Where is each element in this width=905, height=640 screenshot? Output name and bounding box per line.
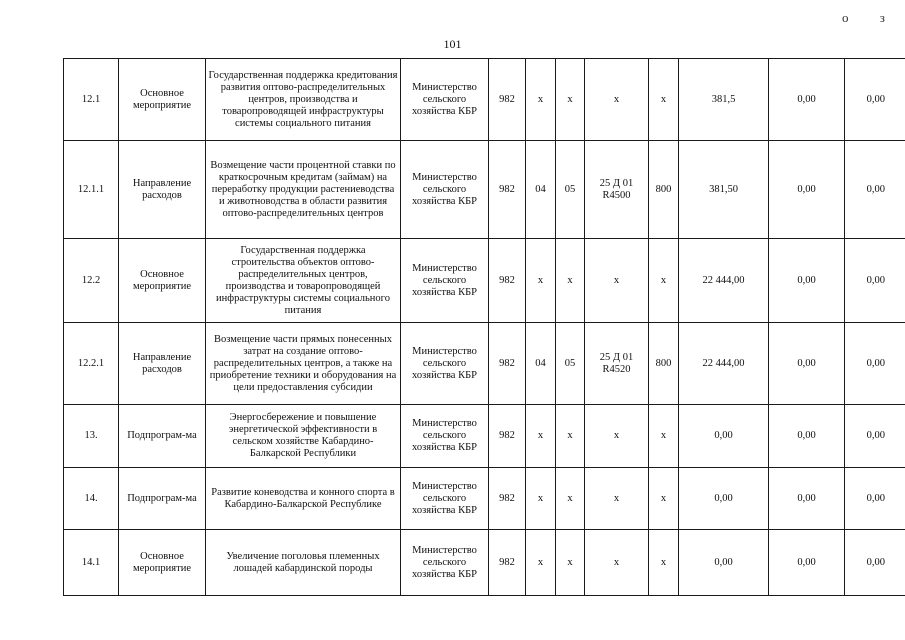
row-value-1: 22 444,00 [679, 323, 769, 405]
row-vr: x [649, 530, 679, 596]
row-value-3: 0,00 [845, 468, 905, 530]
row-executor: Министерство сельского хозяйства КБР [401, 59, 489, 141]
row-description: Государственная поддержка строительства объектов оптово-распределительных центров, производства и товаропроводящей инфраструктуры системы социального питания [206, 239, 401, 323]
row-number: 12.2 [64, 239, 119, 323]
row-vr: x [649, 59, 679, 141]
row-executor: Министерство сельского хозяйства КБР [401, 405, 489, 468]
row-grbs: 982 [489, 141, 526, 239]
table-row [64, 405, 905, 468]
row-rz: x [526, 468, 556, 530]
row-number: 12.2.1 [64, 323, 119, 405]
row-description: Увеличение поголовья племенных лошадей кабардинской породы [206, 530, 401, 596]
row-type: Основное мероприятие [119, 59, 206, 141]
row-pr: x [556, 239, 585, 323]
row-value-2: 0,00 [769, 141, 845, 239]
row-grbs: 982 [489, 468, 526, 530]
row-executor: Министерство сельского хозяйства КБР [401, 468, 489, 530]
row-grbs: 982 [489, 323, 526, 405]
row-value-1: 381,50 [679, 141, 769, 239]
budget-table [63, 58, 905, 596]
row-value-2: 0,00 [769, 530, 845, 596]
row-rz: 04 [526, 141, 556, 239]
row-value-1: 0,00 [679, 468, 769, 530]
row-grbs: 982 [489, 530, 526, 596]
row-csr: x [585, 530, 649, 596]
row-value-2: 0,00 [769, 468, 845, 530]
row-number: 12.1 [64, 59, 119, 141]
row-csr: x [585, 405, 649, 468]
row-rz: x [526, 59, 556, 141]
row-vr: 800 [649, 141, 679, 239]
row-value-2: 0,00 [769, 323, 845, 405]
row-pr: 05 [556, 323, 585, 405]
row-value-3: 0,00 [845, 323, 905, 405]
row-pr: 05 [556, 141, 585, 239]
row-value-1: 0,00 [679, 405, 769, 468]
row-executor: Министерство сельского хозяйства КБР [401, 141, 489, 239]
row-type: Подпрограм-ма [119, 405, 206, 468]
row-number: 13. [64, 405, 119, 468]
row-vr: 800 [649, 323, 679, 405]
row-rz: 04 [526, 323, 556, 405]
row-value-1: 0,00 [679, 530, 769, 596]
row-value-2: 0,00 [769, 239, 845, 323]
table-row [64, 530, 905, 596]
row-executor: Министерство сельского хозяйства КБР [401, 323, 489, 405]
row-type: Направление расходов [119, 323, 206, 405]
row-value-3: 0,00 [845, 530, 905, 596]
row-grbs: 982 [489, 59, 526, 141]
table-row [64, 239, 905, 323]
row-csr: x [585, 59, 649, 141]
row-value-3: 0,00 [845, 59, 905, 141]
row-pr: x [556, 530, 585, 596]
row-value-3: 0,00 [845, 405, 905, 468]
row-csr: x [585, 468, 649, 530]
page-number: 101 [443, 37, 462, 51]
row-value-1: 22 444,00 [679, 239, 769, 323]
row-value-1: 381,5 [679, 59, 769, 141]
row-description: Развитие коневодства и конного спорта в Кабардино-Балкарской Республике [206, 468, 401, 530]
row-csr: 25 Д 01 R4520 [585, 323, 649, 405]
row-vr: x [649, 239, 679, 323]
row-value-2: 0,00 [769, 405, 845, 468]
table-row [64, 468, 905, 530]
row-description: Возмещение части прямых понесенных затрат на создание оптово-распределительных центров, а также на приобретение техники и оборудования на цели предоставления субсидии [206, 323, 401, 405]
row-type: Направление расходов [119, 141, 206, 239]
row-value-2: 0,00 [769, 59, 845, 141]
row-number: 12.1.1 [64, 141, 119, 239]
row-description: Государственная поддержка кредитования развития оптово-распределительных центров, производства и товаропроводящей инфраструктуры системы социального питания [206, 59, 401, 141]
row-vr: x [649, 405, 679, 468]
row-csr: x [585, 239, 649, 323]
row-value-3: 0,00 [845, 239, 905, 323]
row-type: Подпрограм-ма [119, 468, 206, 530]
row-grbs: 982 [489, 239, 526, 323]
row-rz: x [526, 239, 556, 323]
table-row [64, 323, 905, 405]
row-type: Основное мероприятие [119, 530, 206, 596]
row-rz: x [526, 530, 556, 596]
row-pr: x [556, 59, 585, 141]
row-csr: 25 Д 01 R4500 [585, 141, 649, 239]
row-description: Возмещение части процентной ставки по краткосрочным кредитам (займам) на переработку продукции растениеводства и животноводства в области развития оптово-распределительных центров [206, 141, 401, 239]
corner-mark: о з [842, 10, 899, 25]
table-row [64, 59, 905, 141]
row-type: Основное мероприятие [119, 239, 206, 323]
row-pr: x [556, 405, 585, 468]
row-value-3: 0,00 [845, 141, 905, 239]
row-grbs: 982 [489, 405, 526, 468]
row-number: 14. [64, 468, 119, 530]
row-pr: x [556, 468, 585, 530]
row-rz: x [526, 405, 556, 468]
row-executor: Министерство сельского хозяйства КБР [401, 239, 489, 323]
table-row [64, 141, 905, 239]
row-vr: x [649, 468, 679, 530]
row-description: Энергосбережение и повышение энергетической эффективности в сельском хозяйстве Кабардино-Балкарской Республики [206, 405, 401, 468]
row-executor: Министерство сельского хозяйства КБР [401, 530, 489, 596]
row-number: 14.1 [64, 530, 119, 596]
